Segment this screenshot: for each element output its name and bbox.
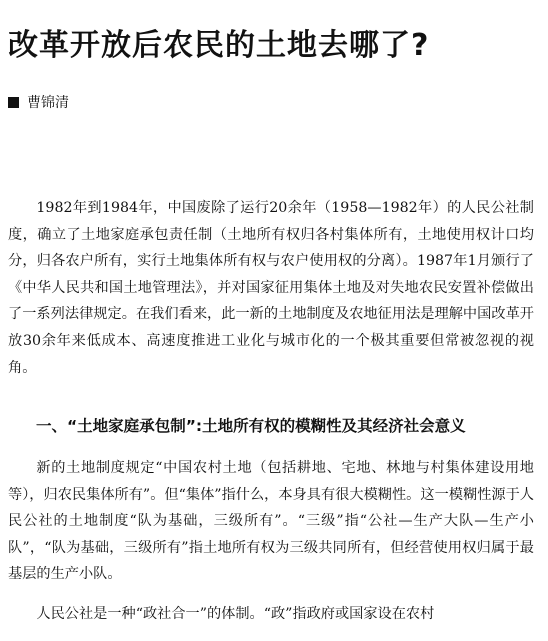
article-title: 改革开放后农民的土地去哪了? [8, 28, 430, 64]
author-line [8, 92, 69, 114]
section-heading: 一、“土地家庭承包制”:土地所有权的模糊性及其经济社会意义 [36, 417, 466, 435]
bullet-square-icon [8, 97, 19, 108]
paragraph-intro: 1982年到1984年，中国废除了运行20余年（1958—1982年）的人民公社制度，确立了土地家庭承包责任制（土地所有权归各村集体所有，土地使用权计口均分，归各农户所有，实行土地集体所有权与农户使用权的分离）。1987年1月颁行了《中华人民共和国土地管理法》，并对国家征用集体土地及对失地农民安置补偿做出了一系列法律规定。在我们看来，此一新的土地制度及农地征用法是理解中国改革开放30余年来低成本、高速度推进工业化与城市化的一个极其重要但常被忽视的视角。 [8, 200, 534, 376]
author-name: 曹锦清 [27, 95, 69, 111]
paragraph-section-1: 新的土地制度规定“中国农村土地（包括耕地、宅地、林地与村集体建设用地等），归农民集体所有”。但“集体”指什么，本身具有很大模糊性。这一模糊性源于人民公社的土地制度“队为基础，三级所有”。“三级”指“公社—生产大队—生产小队”，“队为基础，三级所有”指土地所有权为三级共同所有，但经营使用权归属于最基层的生产小队。 [8, 460, 534, 583]
paragraph-section-2: 人民公社是一种“政社合一”的体制。“政”指政府或国家设在农村 [36, 606, 435, 622]
